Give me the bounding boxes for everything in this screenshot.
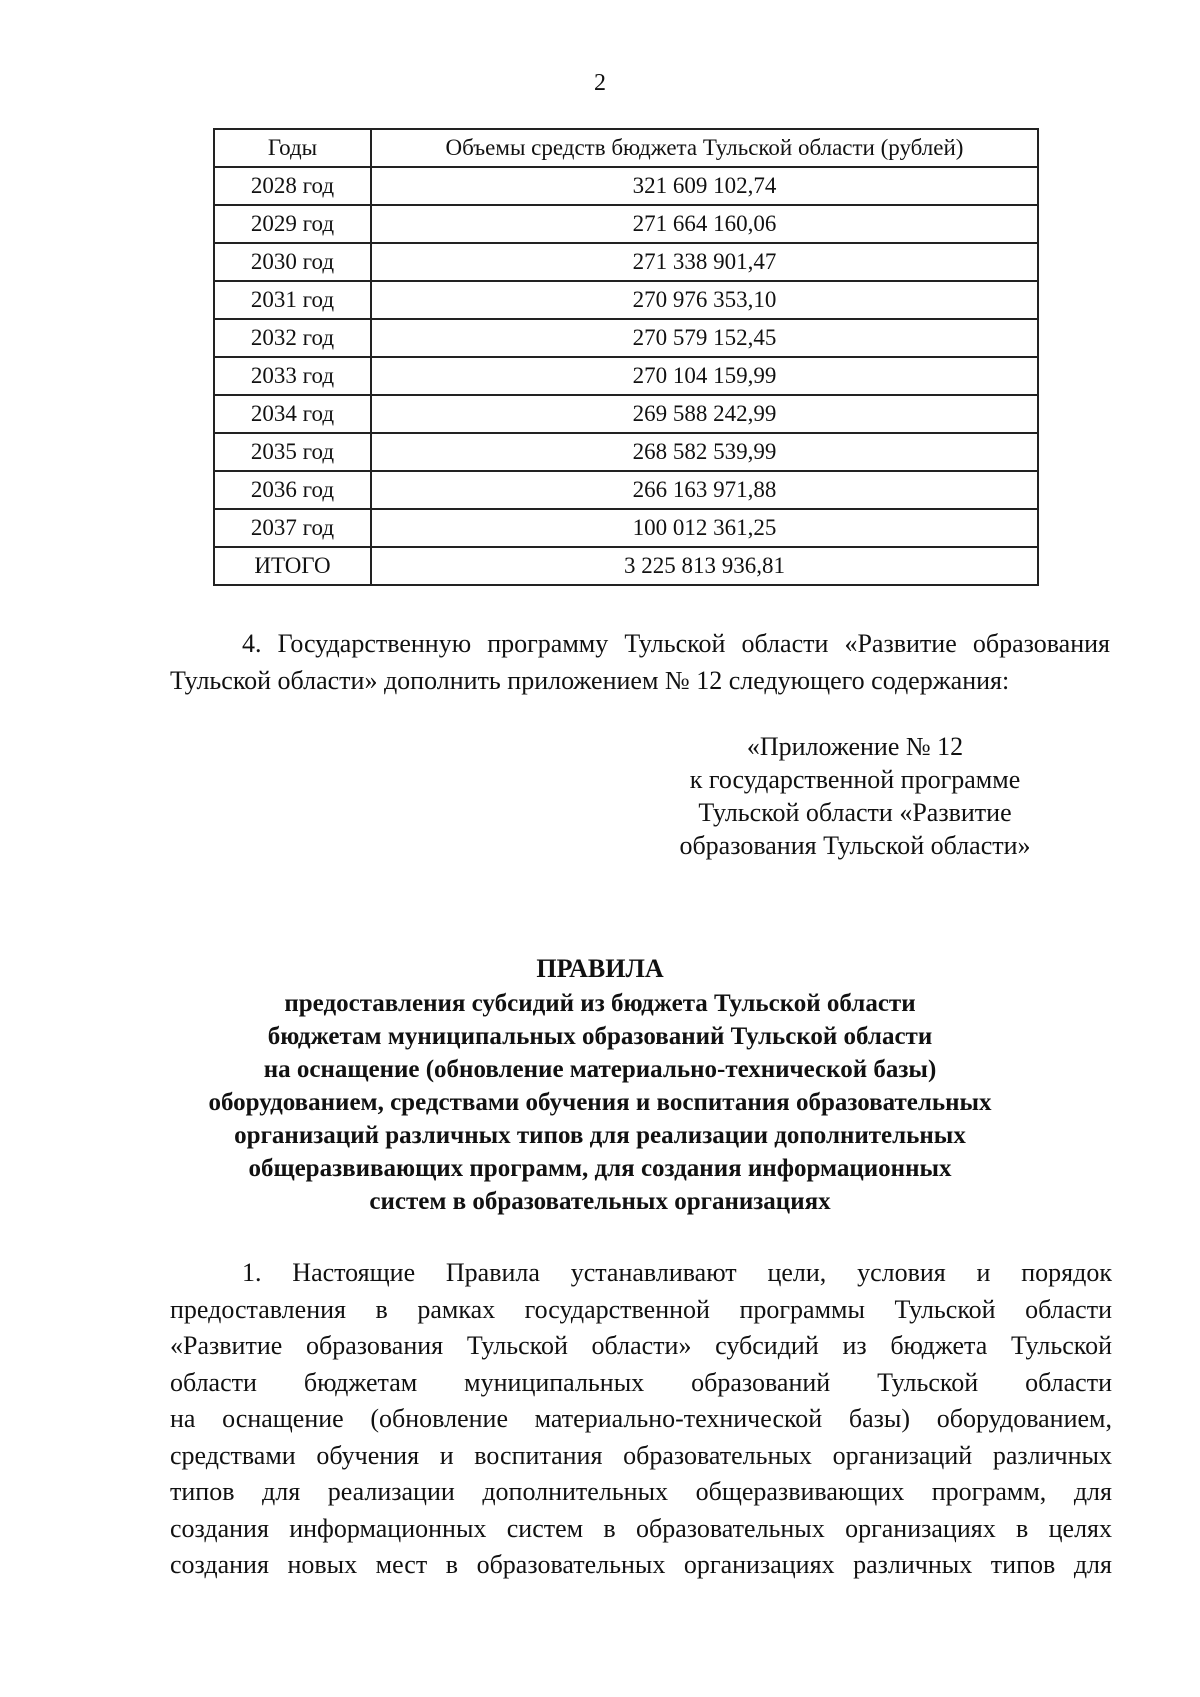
total-amount-cell: 3 225 813 936,81 (371, 547, 1038, 585)
year-cell: 2036 год (214, 471, 371, 509)
table-row (214, 509, 1038, 547)
title-line: организаций различных типов для реализации дополнительных (234, 1122, 966, 1149)
amount-cell: 270 579 152,45 (371, 319, 1038, 357)
title-line: предоставления субсидий из бюджета Тульской области (284, 990, 916, 1017)
column-header-amounts: Объемы средств бюджета Тульской области (рублей) (371, 129, 1038, 167)
table-row (214, 395, 1038, 433)
table-row (214, 357, 1038, 395)
table-row (214, 205, 1038, 243)
table-row (214, 433, 1038, 471)
total-label-cell: ИТОГО (214, 547, 371, 585)
paragraph-1 (170, 1255, 1112, 1584)
table-row (214, 167, 1038, 205)
paragraph-line: области бюджетам муниципальных образований Тульской области (170, 1367, 1112, 1397)
year-cell: 2028 год (214, 167, 371, 205)
rules-title (0, 952, 1200, 1218)
appendix-line: «Приложение № 12 (746, 732, 964, 761)
year-cell: 2034 год (214, 395, 371, 433)
year-cell: 2029 год (214, 205, 371, 243)
paragraph-line: создания новых мест в образовательных организациях различных типов для (170, 1550, 1112, 1579)
paragraph-line: средствами обучения и воспитания образовательных организаций различных (170, 1440, 1112, 1470)
year-cell: 2031 год (214, 281, 371, 319)
table-row (214, 243, 1038, 281)
amount-cell: 321 609 102,74 (371, 167, 1038, 205)
amount-cell: 271 338 901,47 (371, 243, 1038, 281)
table-row (214, 281, 1038, 319)
point-4-text: 4. Государственную программу Тульской области «Развитие образования Тульской области» дополнить приложением № 12 следующего содержания: (170, 629, 1110, 695)
budget-table (213, 128, 1039, 586)
column-header-years: Годы (214, 129, 371, 167)
paragraph-line: предоставления в рамках государственной программы Тульской области (170, 1294, 1112, 1324)
table-row (214, 319, 1038, 357)
title-line: бюджетам муниципальных образований Тульской области (267, 1023, 933, 1050)
paragraph-line: «Развитие образования Тульской области» субсидий из бюджета Тульской (170, 1331, 1112, 1360)
year-cell: 2035 год (214, 433, 371, 471)
amount-cell: 269 588 242,99 (371, 395, 1038, 433)
title-line: общеразвивающих программ, для создания информационных (248, 1155, 952, 1182)
appendix-line: образования Тульской области» (679, 831, 1031, 860)
page-number: 2 (594, 70, 606, 96)
year-cell: 2037 год (214, 509, 371, 547)
amount-cell: 268 582 539,99 (371, 433, 1038, 471)
appendix-line: к государственной программе (689, 765, 1021, 794)
table-row (214, 471, 1038, 509)
title-line: на оснащение (обновление материально-технической базы) (263, 1056, 937, 1083)
year-cell: 2033 год (214, 357, 371, 395)
amount-cell: 100 012 361,25 (371, 509, 1038, 547)
amount-cell: 271 664 160,06 (371, 205, 1038, 243)
table-total-row (214, 547, 1038, 585)
year-cell: 2032 год (214, 319, 371, 357)
paragraph-line: типов для реализации дополнительных общеразвивающих программ, для (170, 1477, 1112, 1506)
appendix-line: Тульской области «Развитие (698, 798, 1012, 827)
paragraph-line: на оснащение (обновление материально-технической базы) оборудованием, (170, 1404, 1112, 1433)
title-line: систем в образовательных организациях (369, 1188, 831, 1215)
appendix-caption (640, 730, 1070, 862)
amount-cell: 266 163 971,88 (371, 471, 1038, 509)
amount-cell: 270 104 159,99 (371, 357, 1038, 395)
paragraph-line: 1. Настоящие Правила устанавливают цели, условия и порядок (242, 1258, 1112, 1287)
point-4-paragraph (170, 625, 1110, 699)
title-line: оборудованием, средствами обучения и воспитания образовательных (208, 1089, 992, 1116)
amount-cell: 270 976 353,10 (371, 281, 1038, 319)
rules-heading: ПРАВИЛА (536, 954, 664, 983)
year-cell: 2030 год (214, 243, 371, 281)
paragraph-line: создания информационных систем в образовательных организациях в целях (170, 1513, 1112, 1543)
table-header-row (214, 129, 1038, 167)
